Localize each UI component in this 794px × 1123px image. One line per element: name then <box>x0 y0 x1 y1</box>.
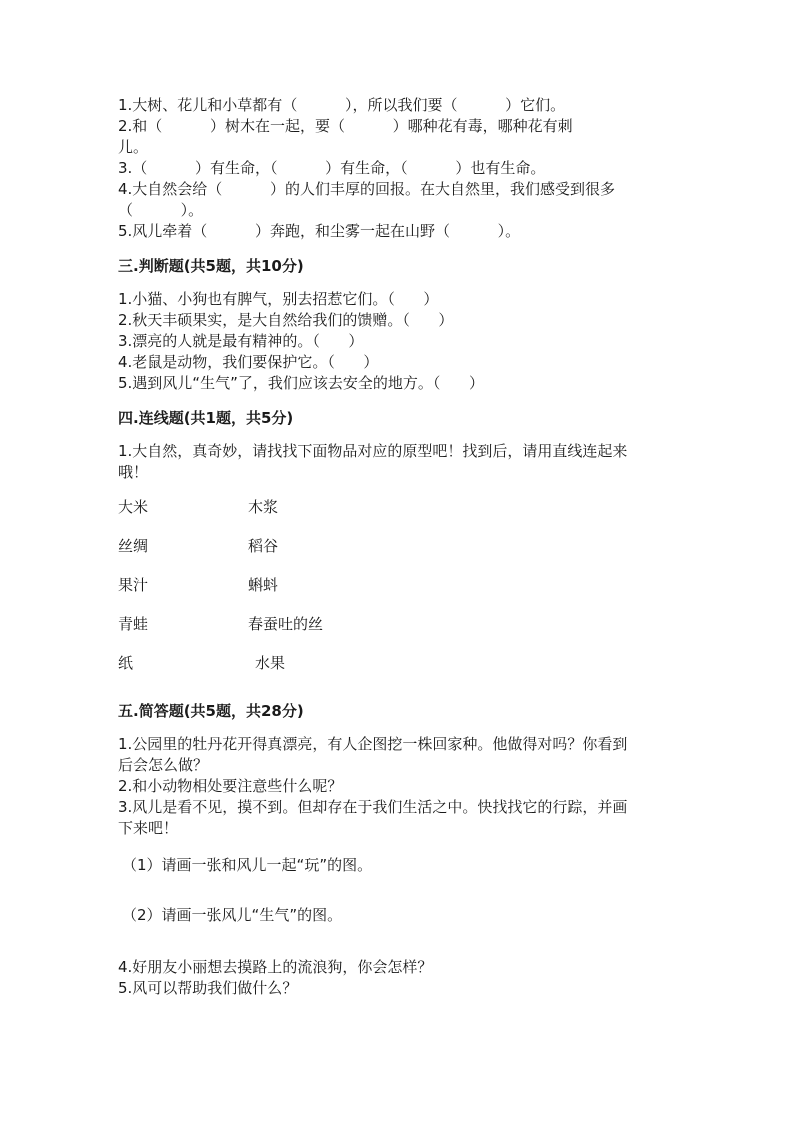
matching-row <box>118 575 678 596</box>
judgement-section <box>118 256 678 394</box>
question-text: 2.和小动物相处要注意些什么呢？ <box>118 777 343 795</box>
judgement-item: 4.老鼠是动物，我们要保护它。（ ） <box>118 353 379 371</box>
question-text: 1.公园里的牡丹花开得真漂亮，有人企图挖一株回家种。他做得对吗？你看到 <box>118 735 628 753</box>
matching-right-item: 蝌蚪 <box>248 576 279 594</box>
matching-right-item: 春蚕吐的丝 <box>248 615 324 633</box>
fill-blank-section <box>118 95 678 242</box>
matching-right-item: 水果 <box>255 654 286 672</box>
matching-row <box>118 497 678 518</box>
sub-question: （2）请画一张风儿“生气”的图。 <box>122 906 343 924</box>
matching-row <box>118 653 678 674</box>
judgement-item: 1.小猫、小狗也有脾气，别去招惹它们。（ ） <box>118 290 439 308</box>
matching-row <box>118 614 678 635</box>
section-title: 五.简答题(共5题，共28分) <box>118 702 304 720</box>
judgement-item: 2.秋天丰硕果实，是大自然给我们的馈赠。（ ） <box>118 311 454 329</box>
worksheet-page <box>118 95 678 999</box>
matching-right-item: 稻谷 <box>248 537 279 555</box>
sub-question: （1）请画一张和风儿一起“玩”的图。 <box>122 856 373 874</box>
matching-right-item: 木浆 <box>248 498 279 516</box>
matching-prompt: 哦！ <box>118 463 149 481</box>
question-text: 后会怎么做？ <box>118 756 209 774</box>
matching-left-item: 果汁 <box>118 576 149 594</box>
question-text: 3.风儿是看不见，摸不到。但却存在于我们生活之中。快找找它的行踪，并画 <box>118 798 628 816</box>
question-text: 4.好朋友小丽想去摸路上的流浪狗，你会怎样？ <box>118 958 433 976</box>
question-text: 5.风可以帮助我们做什么？ <box>118 979 298 997</box>
matching-row <box>118 536 678 557</box>
judgement-item: 3.漂亮的人就是最有精神的。（ ） <box>118 332 364 350</box>
fill-blank-line: 儿。 <box>118 138 149 156</box>
short-answer-section <box>118 701 678 999</box>
fill-blank-line: 1.大树、花儿和小草都有（ ），所以我们要（ ）它们。 <box>118 96 566 114</box>
fill-blank-line: 2.和（ ）树木在一起，要（ ）哪种花有毒，哪种花有刺 <box>118 117 573 135</box>
section-title: 三.判断题(共5题，共10分) <box>118 257 304 275</box>
judgement-item: 5.遇到风儿“生气”了，我们应该去安全的地方。（ ） <box>118 374 484 392</box>
matching-section <box>118 408 678 689</box>
question-text: 下来吧！ <box>118 819 179 837</box>
section-title: 四.连线题(共1题，共5分) <box>118 409 294 427</box>
matching-left-item: 纸 <box>118 654 134 672</box>
fill-blank-line: 5.风儿牵着（ ）奔跑，和尘雾一起在山野（ ）。 <box>118 222 521 240</box>
fill-blank-line: （ ）。 <box>118 201 204 219</box>
matching-left-item: 青蛙 <box>118 615 149 633</box>
matching-table <box>118 489 678 689</box>
matching-left-item: 丝绸 <box>118 537 149 555</box>
fill-blank-line: 4.大自然会给（ ）的人们丰厚的回报。在大自然里，我们感受到很多 <box>118 180 615 198</box>
fill-blank-line: 3.（ ）有生命，（ ）有生命，（ ）也有生命。 <box>118 159 546 177</box>
matching-left-item: 大米 <box>118 498 149 516</box>
matching-prompt: 1.大自然，真奇妙，请找找下面物品对应的原型吧！找到后，请用直线连起来 <box>118 442 628 460</box>
